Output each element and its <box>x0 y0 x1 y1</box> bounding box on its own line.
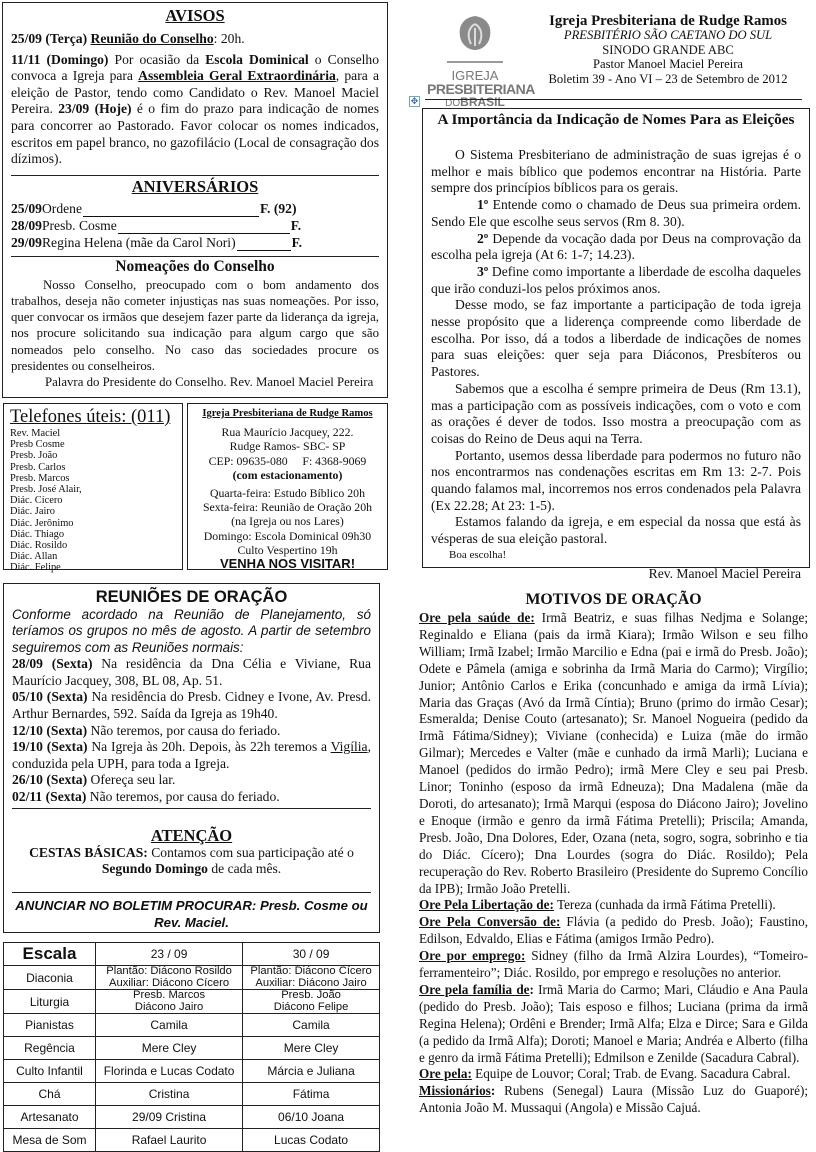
fill-line <box>118 221 290 234</box>
divider <box>12 892 371 893</box>
motivo-paragraph <box>419 982 808 1067</box>
text-segment: : 20h. <box>213 31 245 46</box>
escala-name: Mere Cley <box>141 1041 197 1055</box>
telefone-contact: Presb. Marcos <box>10 472 70 484</box>
escala-cell <box>96 1106 243 1129</box>
text-segment: 1º <box>477 197 489 213</box>
fill-line <box>83 204 259 217</box>
text-segment: Tereza (cunhada da irmã Fátima Pretelli). <box>553 897 776 913</box>
reuniao-item <box>12 723 371 740</box>
escala-name: Auxiliar: Diácono Jairo <box>255 976 367 989</box>
escala-role: Pianistas <box>4 1014 96 1037</box>
burning-bush-icon <box>452 14 498 54</box>
reuniao-item <box>12 689 371 722</box>
motivos-body <box>419 610 808 1117</box>
motivo-paragraph <box>419 610 808 897</box>
motivo-paragraph <box>419 948 808 982</box>
text-segment: 2º <box>477 230 489 246</box>
text-segment: de cada mês. <box>207 861 282 877</box>
escala-row <box>4 1014 380 1037</box>
text-segment: Reunião do Conselho <box>90 31 214 46</box>
text-segment: Depende da vocação dada por Deus na comprovação da escolha pela igreja (At 6: 1-7; 14.23). <box>431 230 801 263</box>
text-segment: 26/10 (Sexta) <box>12 772 88 788</box>
telefones-title: Telefones úteis: (011) <box>10 407 171 427</box>
escala-name: Márcia e Juliana <box>267 1064 355 1078</box>
telefone-contact: Diác. Thiago <box>10 528 65 540</box>
text-segment: Desse modo, se faz importante a participação de toda igreja nesse propósito que a liderença compreende como liberdade de escolha. Por isso, dá a todos a liberdade de indicações de nomes para suas eleições: quer seja para Diáconos, Presbíteros ou Pastores. <box>431 297 801 380</box>
boletim-info: Boletim 39 - Ano VI – 23 de Setembro de 2012 <box>548 71 788 86</box>
reuniao-item <box>12 772 371 789</box>
escala-name: Lucas Codato <box>274 1133 349 1147</box>
article-paragraph <box>431 264 801 297</box>
text-segment: Vigília <box>330 739 368 755</box>
text-segment: Ofereça seu lar. <box>87 772 176 788</box>
escala-role: Artesanato <box>4 1106 96 1129</box>
escala-date: 23 / 09 <box>96 943 243 966</box>
text-segment: é o fim do prazo para indicação de nomes para concorrer ao Pastorado. Favor colocar os nomes indicados, escritos em papel branco, no gazofilácio (Local de consagração dos dízimos). <box>11 101 379 167</box>
logo-text-do: DO <box>445 98 461 109</box>
article-paragraph <box>431 147 801 197</box>
address-line: Rua Maurício Jacquey, 222. <box>221 425 354 440</box>
anuncio-text: ANUNCIAR NO BOLETIM PROCURAR: Presb. Cosme ou Rev. Maciel. <box>15 897 368 930</box>
escala-name: Florinda e Lucas Codato <box>103 1064 235 1078</box>
atencao-title: ATENÇÃO <box>150 825 233 845</box>
reunioes-title: REUNIÕES DE ORAÇÃO <box>95 588 288 606</box>
escala-role: Diaconia <box>4 966 96 990</box>
escala-name: Presb. Marcos <box>133 989 206 1001</box>
escala-role: Culto Infantil <box>4 1060 96 1083</box>
motivo-paragraph <box>419 1066 808 1083</box>
text-segment: 11/11 (Domingo) <box>11 51 109 67</box>
aniversario-name: Presb. Cosme <box>41 217 117 233</box>
text-segment: Sabemos que a escolha é sempre primeira de Deus (Rm 13.1), mas a participação com as possíveis indicações, com o voto e com as orações é dever de todos. Isso mostra a preocupação com as coisas do Reino de Deus aqui na Terra. <box>431 380 801 446</box>
escala-name: Plantão: Diácono Rosildo <box>106 965 232 977</box>
reuniao-item <box>12 789 371 806</box>
church-name: Igreja Presbiteriana de Rudge Ramos <box>202 408 373 419</box>
text-segment: Na residência da Dna Célia e Viviane, Rua Maurício Jacquey, 308, BL 08, Ap. 51. <box>12 656 371 688</box>
article-paragraph <box>431 297 801 381</box>
church-title: Igreja Presbiteriana de Rudge Ramos <box>549 13 787 29</box>
article-section <box>422 108 810 581</box>
escala-name: Camila <box>292 1018 330 1032</box>
escala-row <box>4 966 380 990</box>
ipb-logo <box>427 14 535 109</box>
aniversario-row <box>11 200 379 217</box>
escala-table <box>3 942 380 1152</box>
escala-cell <box>243 966 380 990</box>
escala-name: Camila <box>150 1018 188 1032</box>
escala-cell <box>243 990 380 1014</box>
escala-cell <box>96 990 243 1014</box>
text-segment: Equipe de Louvor; Coral; Trab. de Evang. Sacadura Cabral. <box>471 1066 791 1082</box>
telefone-contact: Diác. Cícero <box>10 495 63 507</box>
escala-row <box>4 1060 380 1083</box>
text-segment: Define como importante a liberdade de escolha daqueles que irão conduzi-los pelos próximos anos. <box>431 263 801 296</box>
motivos-section <box>419 590 808 1117</box>
escala-cell <box>96 1129 243 1152</box>
nomeacoes-title: Nomeações do Conselho <box>115 257 275 275</box>
telefone-contact: Presb. Carlos <box>10 461 66 473</box>
aniversario-row <box>11 217 379 234</box>
text-segment: Rubens (Senegal) Laura (Missão Luz do Guaporé); Antonia João M. Mussaqui (Angola) e Missão Cajuá. <box>419 1083 808 1116</box>
escala-name: Diácono Felipe <box>273 1000 349 1013</box>
sinodo: SINODO GRANDE ABC <box>602 42 734 57</box>
motivo-paragraph <box>419 897 808 914</box>
telefone-contact: Diác. Felipe <box>10 562 61 574</box>
article-paragraph <box>431 514 801 547</box>
text-segment: Na residência do Presb. Cidney e Ivone, Av. Presd. Arthur Bernardes, 592. Saída da Igreja as 19h40. <box>12 689 371 721</box>
header-divider <box>425 99 802 100</box>
article-paragraph <box>431 381 801 448</box>
fill-line <box>237 238 291 251</box>
aniversario-date: 28/09 <box>11 217 42 233</box>
text-segment: Assembleia Geral Extraordinária <box>138 68 336 84</box>
text-segment: Portanto, usemos dessa liberdade para podermos no futuro não nos encontrarmos nas condenações escritas em Rm 13: 2-7. Pois quando falamos mal, incorremos nos erros condenados pela Palavra (Ex 22.28; At 23: 1-5). <box>431 447 801 513</box>
escala-row <box>4 1106 380 1129</box>
atencao-text <box>12 845 371 878</box>
escala-role: Regência <box>4 1037 96 1060</box>
address-line: CEP: 09635-080 F: 4368-9069 <box>208 453 367 468</box>
escala-row <box>4 1129 380 1152</box>
aniversarios-title: ANIVERSÁRIOS <box>131 176 259 196</box>
escala-row <box>4 990 380 1014</box>
text-segment: Por ocasião da <box>108 51 206 67</box>
escala-name: 06/10 Joana <box>278 1110 345 1124</box>
text-segment: Segundo Domingo <box>101 861 208 877</box>
text-segment: Ore por emprego: <box>419 948 526 964</box>
aniversario-date: 29/09 <box>11 234 42 250</box>
escala-role: Liturgia <box>4 990 96 1014</box>
text-segment: Escola Dominical <box>205 51 309 67</box>
motivos-title: MOTIVOS DE ORAÇÃO <box>525 591 702 608</box>
text-segment: o Conselho convoca a Igreja para <box>11 51 379 84</box>
text-segment: : <box>529 981 534 997</box>
escala-name: Mere Cley <box>283 1041 339 1055</box>
text-segment: O Sistema Presbiteriano de administração de suas igrejas é o melhor e mais bíblico que podemos encontrar na História. Parte sempre dos princípios bíblicos para os gerais. <box>431 147 801 196</box>
text-segment: Flávia (a pedido do Presb. João); Faustino, Edilson, Edvaldo, Elias e Fátima (amigos Irmão Pedro). <box>419 914 809 947</box>
text-segment: Ore pela família de <box>419 981 530 997</box>
telefone-contact: Presb Cosme <box>10 439 65 451</box>
escala-name: 29/09 Cristina <box>132 1110 207 1124</box>
reunioes-section <box>3 583 380 933</box>
text-segment: Ore pela: <box>419 1066 472 1082</box>
nomeacoes-text: Nosso Conselho, preocupado com o bom andamento dos trabalhos, deseja não cometer injustiças nas suas nomeações. Por isso, quer convocar os irmãos que desejem fazer parte da liderança da igreja, nos procure solicitando sua indicação para algum cargo que são nomeados pelo conselho. No caso das sociedades procure os presidentes ou conselheiros. <box>11 277 379 373</box>
aniversario-suffix: F. <box>291 234 303 250</box>
aniversario-name: Ordene <box>41 200 82 216</box>
nomeacoes-signature: Palavra do Presidente do Conselho. Rev. Manoel Maciel Pereira <box>45 374 374 389</box>
text-segment: Sidney (filho da Irmã Alzira Lourdes), “Tomeiro-ferramenteiro”; Diác. Rosildo, por emprego e resoluções no anterior. <box>419 948 808 981</box>
escala-cell <box>96 1060 243 1083</box>
text-segment: CESTAS BÁSICAS: <box>29 844 148 860</box>
escala-name: Fátima <box>292 1087 330 1101</box>
article-body <box>431 147 801 548</box>
move-handle-icon[interactable]: ✥ <box>410 96 419 106</box>
divider <box>12 808 371 809</box>
aniversario-suffix: F. (92) <box>259 200 297 216</box>
reuniao-item <box>12 739 371 772</box>
escala-cell <box>243 1083 380 1106</box>
text-segment: : <box>490 1083 496 1099</box>
telefone-contact: Diác. Rosildo <box>10 540 68 552</box>
article-paragraph <box>431 197 801 230</box>
text-segment: Ore pela saúde de: <box>419 610 535 625</box>
text-segment: 02/11 (Sexta) <box>12 788 87 804</box>
bulletin-header <box>528 14 808 86</box>
text-segment: Irmã Maria do Carmo; Mari, Cláudio e Ana Paula (pedido do Presb. João); Tais esposo e filhos; Luciana (prima da irmã Regina Helena); Ordêni e Brender; Irmã Alfa; Elza e Dirce; Sara e Gilda (a pedido da Irmã Alfa); Doroti; Manoel e Maria; Andréa e Alberto (filha e genro da irmã Fátima Pretelli); Edmilson e Zenilde (Sacadura Cabral). <box>419 981 808 1065</box>
escala-cell <box>243 1037 380 1060</box>
schedule-line: Domingo: Escola Dominical 09h30 <box>203 528 372 543</box>
schedule-line: Sexta-feira: Reunião de Oração 20h <box>202 500 373 515</box>
text-segment: Estamos falando da igreja, e em especial da nossa que está às vésperas de sua eleição pastoral. <box>431 514 801 547</box>
text-segment: 25/09 (Terça) <box>11 31 91 46</box>
article-closing: Boa escolha! <box>449 548 507 561</box>
aniversario-suffix: F. <box>290 217 302 233</box>
telefone-contact: Diác. Jairo <box>10 506 56 518</box>
text-segment: 19/10 (Sexta) <box>12 739 88 755</box>
logo-text: PRESBITERIANA <box>427 81 535 97</box>
schedule-line: Quarta-feira: Estudo Bíblico 20h <box>210 486 365 501</box>
text-segment: Não teremos, por causa do feriado. <box>86 788 280 804</box>
logo-divider <box>447 61 503 63</box>
escala-title: Escala <box>4 943 96 966</box>
aniversario-row <box>11 234 379 251</box>
reunioes-intro: Conforme acordado na Reunião de Planejamento, só teríamos os grupos no mês de agosto. A partir de setembro seguiremos com as Reuniões normais: <box>12 607 371 655</box>
escala-name: Cristina <box>148 1087 190 1101</box>
church-info-section <box>187 403 388 570</box>
escala-cell <box>243 1129 380 1152</box>
text-segment: 3º <box>477 263 489 279</box>
aniversarios-list <box>11 200 379 251</box>
avisos-section <box>2 2 388 398</box>
escala-cell <box>243 1060 380 1083</box>
avisos-title: AVISOS <box>165 6 225 25</box>
escala-cell <box>243 1014 380 1037</box>
telefones-list <box>10 428 176 574</box>
escala-name: Auxiliar: Diácono Cícero <box>109 976 230 989</box>
presbiterio: PRESBITÉRIO SÃO CAETANO DO SUL <box>563 28 773 43</box>
escala-cell <box>96 1014 243 1037</box>
logo-text: IGREJA <box>451 68 499 83</box>
escala-role: Mesa de Som <box>4 1129 96 1152</box>
telefone-contact: Diác. Allan <box>10 551 58 563</box>
text-segment: Irmã Beatriz, e suas filhas Nedjma e Solange; Reginaldo e Eliana (pais da irmã Kiara); Irmão Wilson e seu filho William; Irmã Izabel; Irmão Marcilio e Edna (pai e irmã do Presb. João); Odete e Pâmela (amiga e sobrinha da Irmã Maria do Carmo); Virgílio; Junior; Antônio Carlos e Erika (concunhado e amiga da irmã Lívia); Maria das Graças (Avó da Irmã Cíntia); Bruno (primo do irmão Cesar); Esmeralda; Denise Couto (artesanato); Sr. Manoel Nogueira (pedido da Irmã Fátima/Sidney); Viviane (conhecida) e Luiza (mãe do irmão Gilmar); Mercedes e Valter (mãe e cunhado da irmã Marli); Luciana e Manoel (pedidos do irmão Pedro); irmã Mere Cley e seu pai Presb. Linor; Toninho (esposo da irmã Edneuza); Dna Madalena (mãe da Doroti, do artesanato); Irmã Marqui (esposa do Diácono Jairo); Jovelino e Enoque (irmão e genro da irmã Fátima Pretelli); Priscila; Amanda, Presb. João, Dna Dolores, Eder, Ozana (neta, sogro, sogra, sobrinho e tia do Diác. Cícero); Dna Lourdes (sogra do Diác. Rosildo); Pela recuperação do Rev. Roberto Brasileiro (Presidente do Supremo Concílio da IPB); Irmão João Pretelli. <box>419 610 808 896</box>
schedule-line: Culto Vespertino 19h <box>237 542 338 557</box>
text-segment: Contamos com sua participação até o <box>147 844 354 860</box>
escala-name: Rafael Laurito <box>131 1133 207 1147</box>
visit-banner: VENHA NOS VISITAR! <box>219 556 356 572</box>
escala-cell <box>96 966 243 990</box>
reuniao-item <box>12 656 371 689</box>
text-segment: Entende como o chamado de Deus sua primeira ordem. Sendo Ele que escolhe seus servos (Rm 8. 30). <box>431 197 801 229</box>
text-segment: 28/09 (Sexta) <box>12 656 93 672</box>
text-segment: , para a eleição de Pastor, tendo como Candidato o Rev. Manoel Maciel Pereira. <box>11 68 379 117</box>
motivo-paragraph <box>419 1083 808 1117</box>
article-paragraph <box>431 448 801 515</box>
escala-name: Plantão: Diácono Cícero <box>250 965 372 977</box>
article-title: A Importância da Indicação de Nomes Para as Eleições <box>437 111 795 128</box>
address-line: Rudge Ramos- SBC- SP <box>229 439 346 454</box>
pastor: Pastor Manoel Maciel Pereira <box>592 57 744 72</box>
motivo-paragraph <box>419 914 808 948</box>
telefone-contact: Presb. João <box>10 450 58 462</box>
text-segment: 23/09 (Hoje) <box>58 101 132 117</box>
aniversario-name: Regina Helena (mãe da Carol Nori) <box>41 234 236 250</box>
escala-header-row <box>4 943 380 966</box>
aviso-paragraph <box>11 52 379 168</box>
telefones-section <box>3 403 183 574</box>
telefone-contact: Diác. Jerônimo <box>10 517 74 529</box>
parking-note: (com estacionamento) <box>232 467 343 482</box>
telefone-contact: Presb. José Alair, <box>10 484 82 496</box>
text-segment: 05/10 (Sexta) <box>12 689 88 705</box>
aniversario-date: 25/09 <box>11 200 42 216</box>
article-paragraph <box>431 231 801 264</box>
escala-cell <box>96 1037 243 1060</box>
telefone-contact: Rev. Maciel <box>10 428 61 439</box>
schedule-line: (na Igreja ou nos Lares) <box>231 514 344 529</box>
text-segment: Missionários <box>419 1083 491 1099</box>
text-segment: Não teremos, por causa do feriado. <box>87 722 281 738</box>
escala-date: 30 / 09 <box>243 943 380 966</box>
text-segment: Ore Pela Libertação de: <box>419 897 554 913</box>
escala-name: Diácono Jairo <box>134 1000 204 1013</box>
escala-cell <box>243 1106 380 1129</box>
text-segment: Ore Pela Conversão de: <box>419 914 561 930</box>
logo-text-brasil: BRASIL <box>460 95 505 109</box>
text-segment: 12/10 (Sexta) <box>12 722 88 738</box>
escala-role: Chá <box>4 1083 96 1106</box>
escala-name: Presb. João <box>281 989 341 1001</box>
reunioes-list <box>12 656 371 805</box>
escala-row <box>4 1083 380 1106</box>
escala-cell <box>96 1083 243 1106</box>
aviso-paragraph <box>11 31 379 48</box>
text-segment: , conduzida pela UPH, para toda a Igreja. <box>12 739 371 771</box>
text-segment: Na Igreja às 20h. Depois, às 22h teremos a <box>87 739 331 755</box>
article-signature: Rev. Manoel Maciel Pereira <box>648 565 801 581</box>
escala-row <box>4 1037 380 1060</box>
